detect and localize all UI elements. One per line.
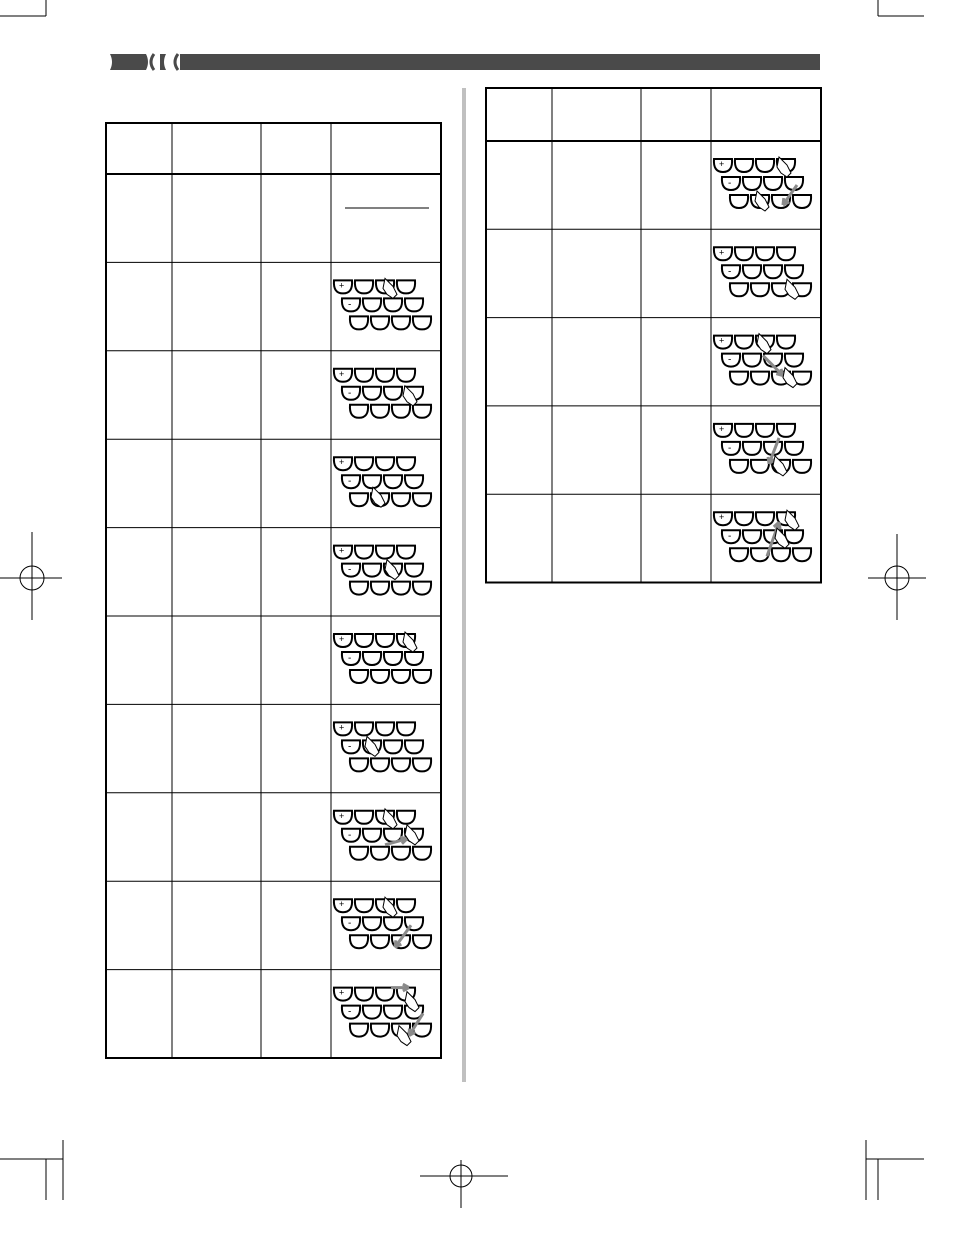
svg-text:+: + [719,247,725,258]
svg-text:-: - [348,918,352,930]
svg-text:+: + [339,545,345,556]
pad-diagram-right-2 [714,334,811,388]
svg-text:+: + [339,634,345,644]
svg-text:-: - [728,178,732,189]
pad-diagram-left-9 [334,984,431,1045]
svg-text:-: - [348,387,352,399]
pad-diagram-left-2 [334,369,431,418]
svg-text:-: - [348,741,352,753]
pad-diagram-right-4 [714,510,811,561]
pad-diagram-left-4 [334,546,431,595]
svg-text:+: + [339,280,345,291]
svg-text:+: + [339,899,345,910]
svg-text:+: + [339,368,345,379]
pad-diagram-left-7 [334,809,431,860]
svg-text:-: - [348,653,352,664]
pad-diagram-right-3 [714,424,811,476]
svg-text:-: - [348,476,352,488]
pad-diagram-right-1 [714,247,811,299]
svg-text:-: - [348,299,352,311]
svg-text:-: - [728,531,732,543]
pad-diagram-left-6 [334,722,431,771]
svg-text:-: - [728,354,732,366]
svg-text:+: + [719,159,725,169]
svg-text:+: + [339,457,345,468]
pad-diagram-right-0 [714,157,811,211]
svg-text:-: - [348,1006,352,1018]
svg-text:+: + [719,423,725,434]
svg-text:+: + [719,512,725,523]
svg-text:+: + [339,810,345,821]
svg-text:+: + [339,987,345,998]
pad-diagram-left-8 [334,897,431,948]
svg-text:-: - [728,442,732,454]
svg-text:-: - [348,564,352,576]
pad-diagram-left-1 [334,278,431,329]
pad-diagram-left-3 [334,457,431,507]
pad-diagram-left-5 [334,632,431,683]
svg-text:+: + [719,335,725,346]
svg-text:-: - [728,266,732,278]
svg-text:-: - [348,829,352,841]
svg-text:+: + [339,722,345,733]
